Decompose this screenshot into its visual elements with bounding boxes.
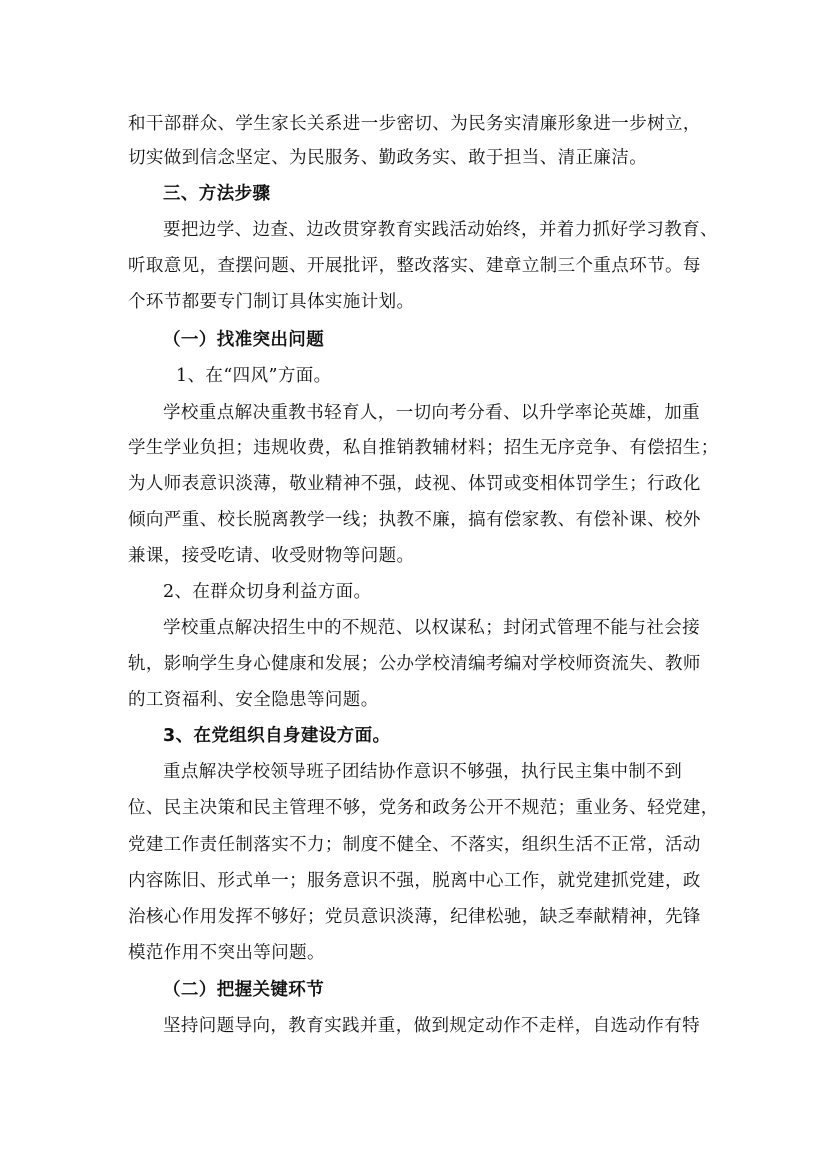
body-text-line: 要把边学、边查、边改贯穿教育实践活动始终，并着力抓好学习教育、 — [163, 220, 718, 240]
body-text-line: 切实做到信念坚定、为民服务、勤政务实、敢于担当、清正廉洁。 — [128, 148, 648, 168]
body-text-line: 学校重点解决重教书轻育人，一切向考分看、以升学率论英雄，加重 — [163, 403, 700, 423]
body-text-line: 倾向严重、校长脱离教学一线；执教不廉，搞有偿家教、有偿补课、校外 — [128, 510, 701, 530]
section-heading: 三、方法步骤 — [163, 184, 271, 204]
body-text-line: 重点解决学校领导班子团结协作意识不够强，执行民主集中制不到 — [163, 762, 683, 782]
section-heading: 3、在党组织自身建设方面。 — [163, 726, 391, 746]
body-text-line: 党建工作责任制落实不力；制度不健全、不落实，组织生活不正常，活动 — [128, 835, 701, 855]
body-text-line: 听取意见，查摆问题、开展批评，整改落实、建章立制三个重点环节。每 — [128, 256, 701, 276]
body-text-line: 位、民主决策和民主管理不够，党务和政务公开不规范；重业务、轻党建， — [128, 798, 719, 818]
section-heading: （二）把握关键环节 — [163, 980, 325, 1000]
body-text-line: 和干部群众、学生家长关系进一步密切、为民务实清廉形象进一步树立， — [128, 114, 701, 134]
body-text-line: 模范作用不突出等问题。 — [128, 943, 325, 963]
body-text-line: 治核心作用发挥不够好；党员意识淡薄，纪律松驰，缺乏奉献精神，先锋 — [128, 907, 701, 927]
body-text-line: 轨，影响学生身心健康和发展；公办学校清编考编对学校师资流失、教师 — [128, 654, 701, 674]
body-text-line: 坚持问题导向，教育实践并重，做到规定动作不走样，自选动作有特 — [163, 1016, 700, 1036]
body-text-line: 内容陈旧、形式单一；服务意识不强，脱离中心工作，就党建抓党建，政 — [128, 871, 701, 891]
body-text-line: 的工资福利、安全隐患等问题。 — [128, 690, 379, 710]
body-text-line: 为人师表意识淡薄，敬业精神不强，歧视、体罚或变相体罚学生；行政化 — [128, 474, 701, 494]
body-text-line: 个环节都要专门制订具体实施计划。 — [128, 292, 415, 312]
body-text-line: 兼课，接受吃请、收受财物等问题。 — [128, 546, 415, 566]
body-text-line: 2、在群众切身利益方面。 — [163, 582, 372, 602]
body-text-line: 1、在“四风”方面。 — [176, 366, 332, 386]
body-text-line: 学生学业负担；违规收费，私自推销教辅材料；招生无序竞争、有偿招生； — [128, 438, 719, 458]
section-heading: （一）找准突出问题 — [163, 330, 325, 350]
body-text-line: 学校重点解决招生中的不规范、以权谋私；封闭式管理不能与社会接 — [163, 618, 700, 638]
